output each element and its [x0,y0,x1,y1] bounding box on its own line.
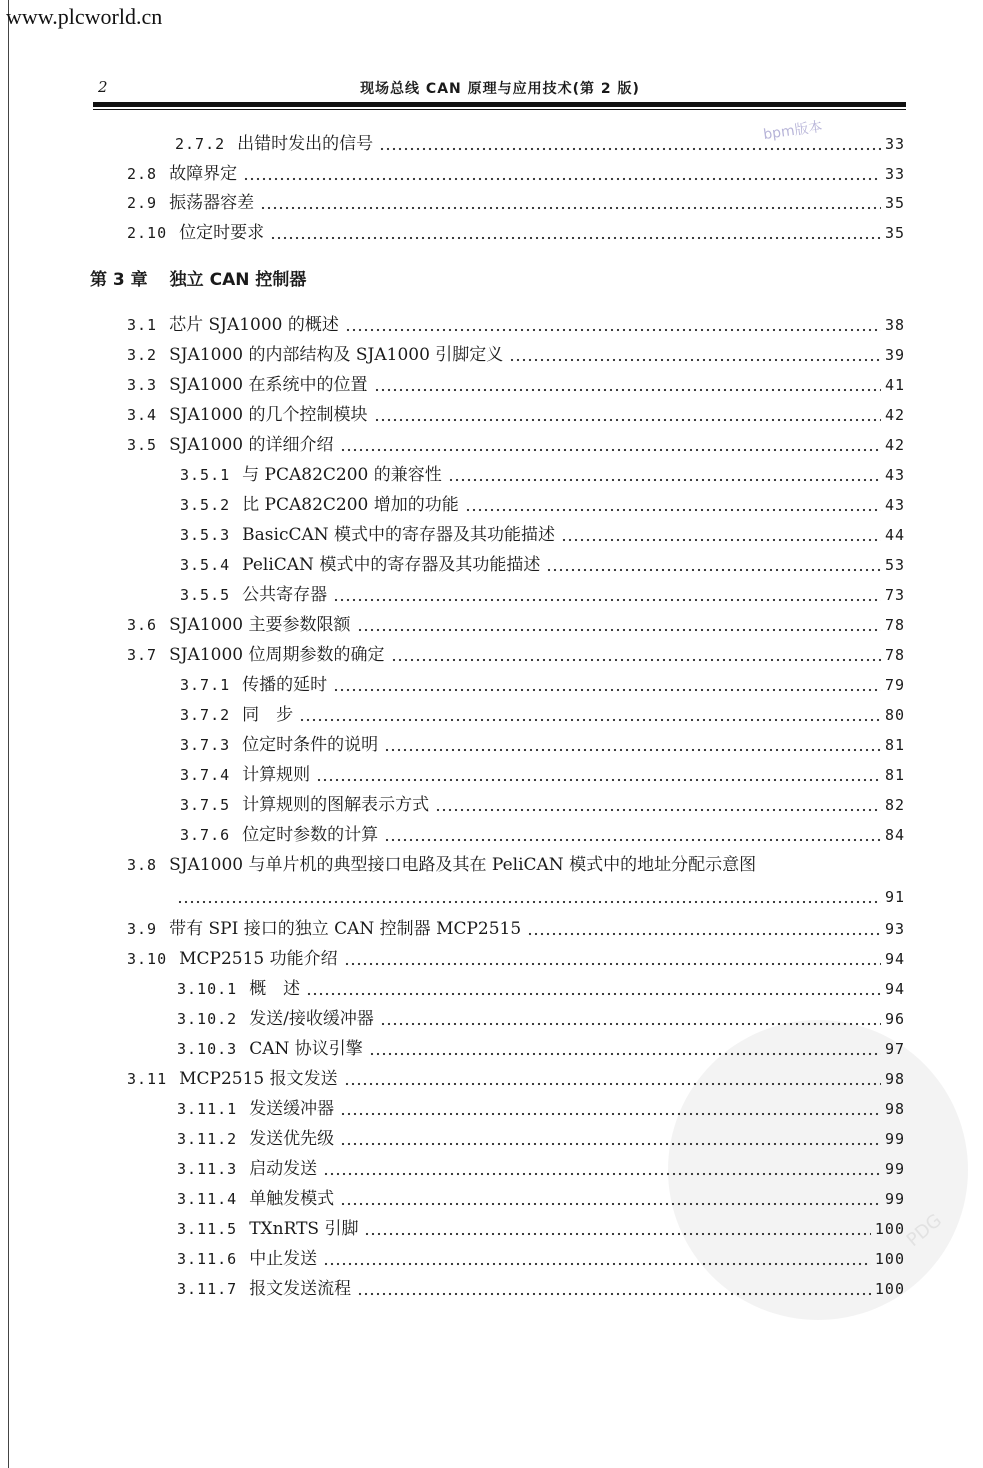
toc-entry-number: 3.11.4 [177,1190,238,1208]
toc-entry-multiline[interactable] [127,848,905,876]
page-number: 2 [98,78,108,96]
toc-entry-number: 3.7.5 [180,796,231,814]
toc-entry-title: CAN 协议引擎 [249,1039,363,1059]
toc-entry-page: 73 [884,586,905,604]
toc-leader-dots [333,598,881,602]
running-title: 现场总线 CAN 原理与应用技术(第 2 版) [360,81,640,97]
toc-leader-dots [364,1232,870,1236]
toc-leader-dots [340,448,881,452]
site-url: www.plcworld.cn [6,4,163,29]
toc-leader-dots [384,838,881,842]
toc-entry[interactable] [127,638,905,666]
toc-leader-dots [177,900,881,904]
toc-leader-dots [561,538,881,542]
toc-entry[interactable] [127,186,905,214]
toc-entry-title: 报文发送流程 [249,1279,352,1299]
toc-entry-title: 公共寄存器 [242,585,328,605]
toc-entry[interactable] [180,758,905,786]
toc-entry-title: BasicCAN 模式中的寄存器及其功能描述 [242,525,556,545]
toc-entry[interactable] [127,912,905,940]
toc-leader-dots [384,748,881,752]
toc-entry-page: 35 [884,224,905,242]
toc-entry-number: 3.11.5 [177,1220,238,1238]
toc-entry-page: 42 [884,406,905,424]
toc-entry-page: 100 [874,1250,905,1268]
toc-entry[interactable] [177,1272,905,1300]
toc-entry-number: 3.7.6 [180,826,231,844]
toc-entry[interactable] [180,728,905,756]
toc-entry-title: MCP2515 报文发送 [179,1069,338,1089]
watermark-pdg: PDG [902,1210,946,1251]
toc-leader-dots [344,1082,881,1086]
toc-entry-number: 3.10.3 [177,1040,238,1058]
toc-entry-title: PeliCAN 模式中的寄存器及其功能描述 [242,555,541,575]
toc-entry-page: 100 [874,1280,905,1298]
toc-entry-page: 81 [884,766,905,784]
toc-entry-page: 99 [884,1160,905,1178]
toc-entry[interactable] [127,1062,905,1090]
toc-leader-dots [391,658,881,662]
toc-entry-number: 2.10 [127,224,168,242]
toc-entry[interactable] [180,668,905,696]
toc-entry-page: 81 [884,736,905,754]
toc-entry-number: 3.3 [127,376,158,394]
toc-entry[interactable] [127,608,905,636]
toc-entry-title: 传播的延时 [242,675,328,695]
toc-entry-number: 3.4 [127,406,158,424]
toc-entry-title: 故障界定 [169,164,238,184]
toc-entry-page: 42 [884,436,905,454]
toc-leader-dots [316,778,881,782]
toc-entry-page: 53 [884,556,905,574]
toc-entry-title: TXnRTS 引脚 [249,1219,359,1239]
toc-entry-title: 带有 SPI 接口的独立 CAN 控制器 MCP2515 [169,919,522,939]
toc-entry[interactable] [177,1182,905,1210]
toc-leader-dots [323,1262,871,1266]
toc-entry-title: 与 PCA82C200 的兼容性 [242,465,442,485]
watermark-stamp: bpm版本 [762,118,824,144]
toc-entry-page: 80 [884,706,905,724]
toc-entry-number: 3.7.4 [180,766,231,784]
toc-leader-dots [333,688,881,692]
toc-leader-dots [323,1172,881,1176]
toc-entry[interactable] [127,308,905,336]
toc-entry[interactable] [177,972,905,1000]
toc-entry[interactable] [177,1242,905,1270]
toc-entry-number: 3.8 [127,856,158,874]
toc-entry[interactable] [180,518,905,546]
toc-entry-page: 38 [884,316,905,334]
toc-entry-title: 位定时要求 [179,223,265,243]
toc-entry-number: 3.11 [127,1070,168,1088]
chapter-heading[interactable] [90,265,328,290]
toc-entry[interactable] [127,338,905,366]
toc-entry-page: 99 [884,1190,905,1208]
toc-entry-number: 3.5 [127,436,158,454]
toc-entry-title: 启动发送 [249,1159,318,1179]
toc-entry[interactable] [127,428,905,456]
toc-entry-number: 3.5.2 [180,496,231,514]
toc-leader-dots [380,1022,881,1026]
toc-entry[interactable] [180,698,905,726]
toc-entry-title: 芯片 SJA1000 的概述 [169,315,339,335]
toc-entry-title: 计算规则的图解表示方式 [242,795,430,815]
toc-leader-dots [340,1202,881,1206]
chapter-label: 第 3 章 [90,270,148,290]
toc-entry-page: 98 [884,1070,905,1088]
toc-entry-number: 2.7.2 [175,135,226,153]
toc-entry[interactable] [177,1032,905,1060]
toc-entry-number: 3.7.2 [180,706,231,724]
toc-entry-number: 3.5.5 [180,586,231,604]
header-rule [93,102,906,107]
toc-entry-number: 3.11.6 [177,1250,238,1268]
toc-entry-page: 78 [884,646,905,664]
toc-leader-dots [260,206,881,210]
toc-entry[interactable] [180,818,905,846]
toc-entry-number: 3.11.2 [177,1130,238,1148]
toc-leader-dots [344,962,881,966]
toc-entry-page: 98 [884,1100,905,1118]
toc-entry-title: 发送优先级 [249,1129,335,1149]
toc-entry-page: 43 [884,496,905,514]
toc-leader-dots [340,1112,881,1116]
toc-entry-number: 2.9 [127,194,158,212]
toc-entry-page: 78 [884,616,905,634]
toc-entry-number: 3.5.4 [180,556,231,574]
toc-entry-page: 91 [884,888,905,906]
toc-entry-title: 中止发送 [249,1249,318,1269]
toc-entry-number: 3.9 [127,920,158,938]
toc-entry-title: 出错时发出的信号 [237,134,374,154]
toc-entry-number: 3.7.3 [180,736,231,754]
toc-entry[interactable] [127,157,905,185]
toc-entry-number: 2.8 [127,165,158,183]
toc-entry-title: 比 PCA82C200 增加的功能 [242,495,459,515]
toc-entry-number: 3.7.1 [180,676,231,694]
toc-entry-page: 33 [884,165,905,183]
toc-entry[interactable] [177,1122,905,1150]
toc-leader-dots [465,508,881,512]
toc-leader-dots [270,236,881,240]
toc-entry[interactable] [175,127,905,155]
toc-entry-page: 79 [884,676,905,694]
toc-entry[interactable] [127,216,905,244]
toc-entry-title: SJA1000 与单片机的典型接口电路及其在 PeliCAN 模式中的地址分配示意图 [169,855,757,875]
toc-entry-page: 94 [884,950,905,968]
toc-entry-number: 3.11.3 [177,1160,238,1178]
toc-entry-title: SJA1000 的内部结构及 SJA1000 引脚定义 [169,345,504,365]
header-rule-thin [93,109,906,110]
toc-entry-page: 44 [884,526,905,544]
toc-entry-number: 3.2 [127,346,158,364]
toc-entry[interactable] [180,788,905,816]
toc-entry-number: 3.5.1 [180,466,231,484]
toc-entry-page: 33 [884,135,905,153]
toc-leader-dots [509,358,881,362]
toc-entry-title: 位定时条件的说明 [242,735,379,755]
toc-entry-title: SJA1000 的详细介绍 [169,435,334,455]
toc-entry-number: 3.7 [127,646,158,664]
toc-entry-page: 93 [884,920,905,938]
toc-leader-dots [299,718,881,722]
toc-entry-page: 96 [884,1010,905,1028]
toc-entry[interactable] [177,1092,905,1120]
chapter-title: 独立 CAN 控制器 [169,270,307,290]
toc-entry-page: 35 [884,194,905,212]
toc-entry-number: 3.6 [127,616,158,634]
toc-leader-dots [340,1142,881,1146]
toc-entry-page: 82 [884,796,905,814]
toc-entry-title: SJA1000 主要参数限额 [169,615,351,635]
toc-entry[interactable] [127,398,905,426]
toc-entry-title: 计算规则 [242,765,311,785]
toc-entry[interactable] [127,368,905,396]
toc-entry-title: 振荡器容差 [169,193,255,213]
toc-entry-page: 39 [884,346,905,364]
toc-entry-number: 3.10.1 [177,980,238,998]
toc-leader-dots [345,328,881,332]
toc-leader-dots [374,418,881,422]
toc-entry-page: 100 [874,1220,905,1238]
toc-entry-number: 3.10 [127,950,168,968]
toc-leader-dots [448,478,881,482]
toc-entry-page: 84 [884,826,905,844]
toc-leader-dots [374,388,881,392]
toc-leader-dots [357,1292,871,1296]
page-header [95,78,905,100]
toc-entry[interactable] [127,942,905,970]
toc-leader-dots [243,177,881,181]
toc-entry-number: 3.11.1 [177,1100,238,1118]
toc-entry-title: SJA1000 在系统中的位置 [169,375,368,395]
toc-leader-dots [546,568,881,572]
toc-entry-continuation[interactable] [177,880,905,908]
toc-entry[interactable] [180,578,905,606]
toc-leader-dots [379,147,881,151]
toc-entry-title: 发送缓冲器 [249,1099,335,1119]
toc-entry-page: 99 [884,1130,905,1148]
toc-entry-page: 94 [884,980,905,998]
toc-entry-title: SJA1000 位周期参数的确定 [169,645,385,665]
toc-entry-title: 发送/接收缓冲器 [249,1009,374,1029]
page-left-edge [8,0,9,1468]
toc-entry[interactable] [180,458,905,486]
toc-entry[interactable] [180,488,905,516]
toc-leader-dots [369,1052,881,1056]
toc-entry-number: 3.5.3 [180,526,231,544]
toc-entry-page: 43 [884,466,905,484]
toc-entry-title: SJA1000 的几个控制模块 [169,405,368,425]
toc-entry-number: 3.10.2 [177,1010,238,1028]
toc-entry[interactable] [177,1212,905,1240]
toc-leader-dots [435,808,881,812]
toc-entry-title: 单触发模式 [249,1189,335,1209]
toc-entry-page: 41 [884,376,905,394]
toc-entry[interactable] [177,1152,905,1180]
toc-entry-number: 3.11.7 [177,1280,238,1298]
toc-entry-number: 3.1 [127,316,158,334]
toc-entry-title: MCP2515 功能介绍 [179,949,338,969]
toc-entry-page: 97 [884,1040,905,1058]
toc-entry[interactable] [180,548,905,576]
toc-entry-title: 同 步 [242,705,294,725]
toc-leader-dots [357,628,881,632]
toc-leader-dots [306,992,881,996]
toc-leader-dots [527,932,881,936]
toc-entry[interactable] [177,1002,905,1030]
toc-entry-title: 位定时参数的计算 [242,825,379,845]
toc-entry-title: 概 述 [249,979,301,999]
